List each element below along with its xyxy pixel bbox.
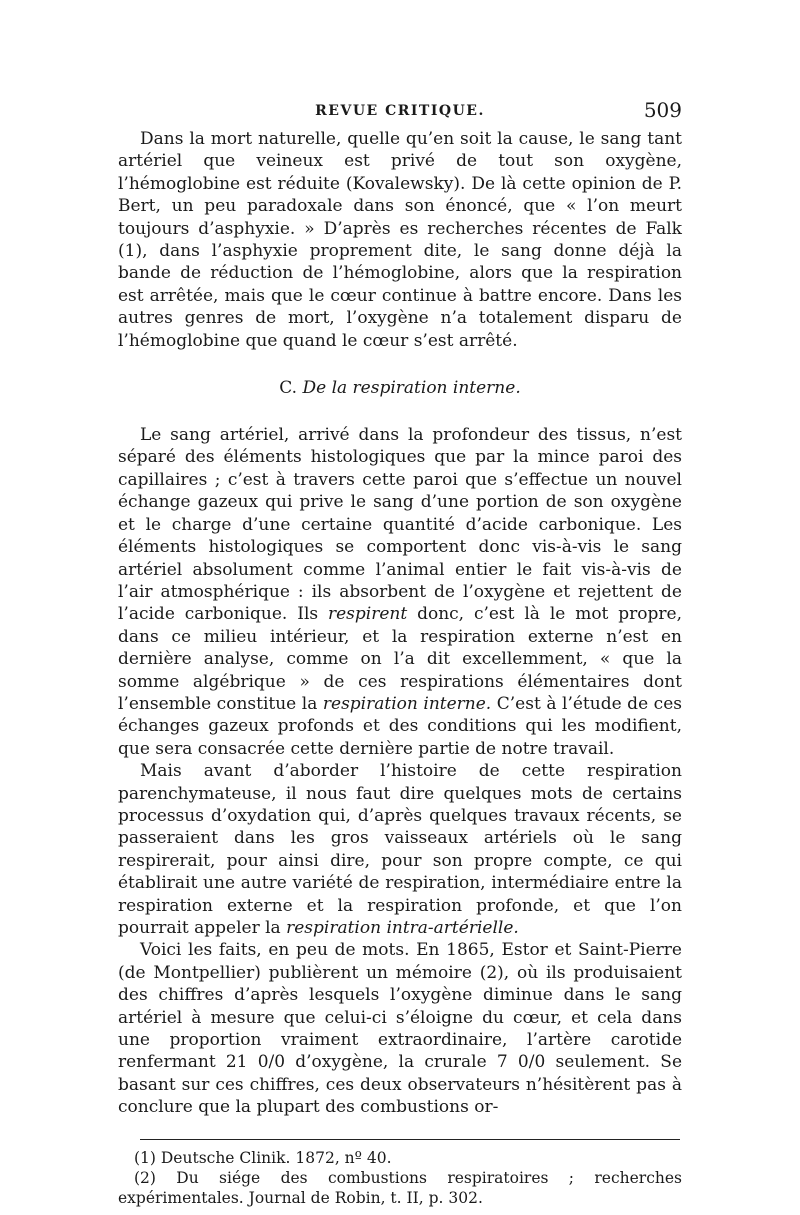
emphasis-respiration-intra-arterielle: respiration intra-artérielle. — [286, 918, 519, 938]
section-title-text: De la respiration interne. — [302, 378, 521, 399]
footnote-separator — [140, 1139, 680, 1140]
paragraph-text: Le sang artériel, arrivé dans la profondeur des tissus, n’est séparé des éléments histologiques que par la mince paroi des capillaires ; c’est à travers cette paroi que s’effectue un nouvel échange gazeux qui prive le sang d’une portion de son oxygène et le charge d’une certaine quantité d’acide carbonique. Les éléments histologiques se comportent donc vis-à-vis le sang artériel absolument comme l’animal entier le fait vis-à-vis de l’air atmosphérique : ils absorbent de l’oxygène et rejettent de l’acide carbonique. Ils — [118, 425, 682, 625]
paragraph-text: donc, c’est là le mot propre, dans ce milieu intérieur, et la respiration externe n’est en dernière analyse, comme on l’a dit excellemment, « que la somme algébrique » de ces respirations élémentaires dont l’ensemble constitue la — [118, 604, 682, 714]
paragraph-text: C’est à l’étude de ces échanges gazeux profonds et des conditions qui les modifient, que sera consacrée cette dernière partie de notre travail. — [118, 693, 682, 759]
paragraph-intra-arterial — [118, 760, 682, 939]
page-number: 509 — [643, 98, 682, 122]
emphasis-respiration-interne: respiration interne. — [322, 693, 492, 714]
paragraph-estor-saint-pierre: Voici les faits, en peu de mots. En 1865, Estor et Saint-Pierre (de Montpellier) publièrent un mémoire (2), où ils produisaient des chiffres d’après lesquels l’oxygène diminue dans le sang artériel à mesure que celui-ci s’éloigne du cœur, et cela dans une proportion vraiment extraordinaire, l’artère carotide renfermant 21 0/0 d’oxygène, la crurale 7 0/0 seulement. Se basant sur ces chiffres, ces deux observateurs n’hésitèrent pas à conclure que la plupart des combustions or- — [118, 940, 682, 1118]
section-letter: C. — [279, 378, 298, 399]
paragraph-internal-respiration — [118, 424, 682, 760]
running-head: REVUE CRITIQUE. — [315, 103, 485, 119]
paragraph-text: Mais avant d’aborder l’histoire de cette respiration parenchymateuse, il nous faut dire quelques mots de certains processus d’oxydation qui, d’après quelques travaux récents, se passeraient dans les gros vaisseaux artériels où le sang respirerait, pour ainsi dire, pour son propre compte, ce qui établirait une autre variété de respiration, intermédiaire entre la respiration externe et la respiration profonde, et que l’on pourrait appeler la — [118, 761, 682, 938]
page-body — [118, 128, 682, 1208]
paragraph-natural-death: Dans la mort naturelle, quelle qu’en soit la cause, le sang tant artériel que veineux est privé de tout son oxygène, l’hémoglobine est réduite (Kovalewsky). De là cette opinion de P. Bert, un peu paradoxale dans son énoncé, que « l’on meurt toujours d’asphyxie. » D’après es recherches récentes de Falk (1), dans l’asphyxie proprement dite, le sang donne déjà la bande de réduction de l’hémoglobine, alors que la respiration est arrêtée, mais que le cœur continue à battre encore. Dans les autres genres de mort, l’oxygène n’a totalement disparu de l’hémoglobine que quand le cœur s’est arrêté. — [118, 129, 682, 351]
footnotes — [118, 1148, 682, 1208]
footnote-1: (1) Deutsche Clinik. 1872, nº 40. — [134, 1148, 392, 1167]
emphasis-respirent: respirent — [327, 604, 408, 625]
section-heading — [118, 377, 682, 399]
footnote-2: (2) Du siége des combustions respiratoires ; recherches expérimentales. Journal de Robin, t. II, p. 302. — [118, 1168, 682, 1207]
page-header — [118, 100, 682, 124]
